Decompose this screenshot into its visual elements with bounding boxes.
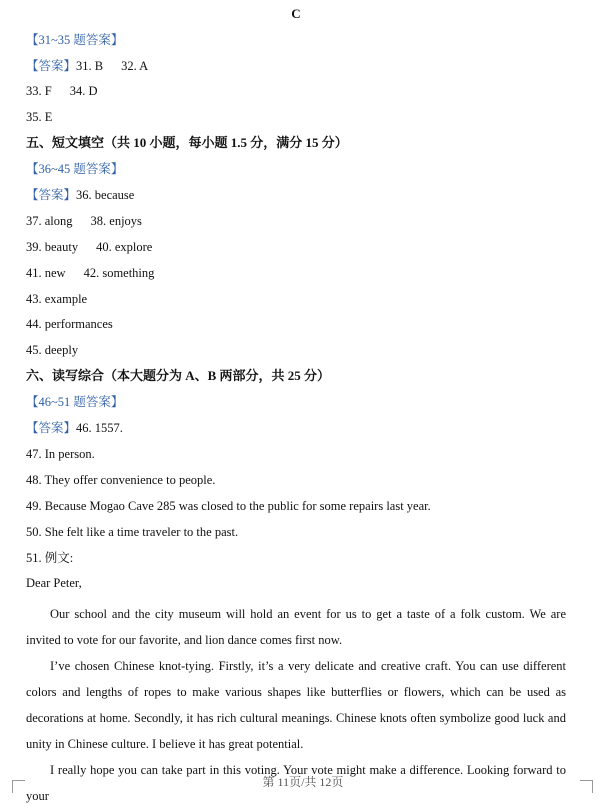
- answer-49: 49. Because Mogao Cave 285 was closed to the public for some repairs last year.: [26, 499, 431, 513]
- answer-line-36: [26, 187, 134, 203]
- answer-line-46: [26, 420, 123, 436]
- answer-48: 48. They offer convenience to people.: [26, 473, 216, 487]
- corner-mark-left: [12, 780, 25, 793]
- answer-tag: 【答案】: [26, 59, 77, 73]
- answer-34: 34. D: [69, 84, 98, 98]
- answer-46: 46. 1557.: [76, 421, 123, 435]
- answer-31: 31. B: [76, 59, 104, 73]
- page-number-footer: 第 11页/共 12页: [262, 775, 344, 789]
- essay-paragraph-1: Our school and the city museum will hold an event for us to get a taste of a folk custom. We are invited to vote for our favorite, and lion dance comes first now.: [26, 607, 566, 647]
- answer-line-33-34: [26, 83, 97, 99]
- answer-36: 36. because: [76, 188, 135, 202]
- answer-line-41-42: [26, 265, 154, 281]
- answer-37: 37. along: [26, 214, 73, 228]
- answer-33: 33. F: [26, 84, 52, 98]
- answer-41: 41. new: [26, 266, 66, 280]
- section-heading-6: 六、读写综合（本大题分为 A、B 两部分，共 25 分）: [26, 368, 331, 383]
- essay-paragraph-3: I really hope you can take part in this voting. Your vote might make a difference. Looking forward to your: [26, 763, 566, 803]
- corner-mark-right: [580, 780, 593, 793]
- answer-38: 38. enjoys: [90, 214, 142, 228]
- answer-line-31-32: [26, 58, 148, 74]
- answer-tag: 【答案】: [26, 188, 77, 202]
- answer-range-46-51: 【46~51 题答案】: [26, 395, 124, 409]
- answer-40: 40. explore: [96, 240, 153, 254]
- answer-45: 45. deeply: [26, 343, 79, 357]
- answer-43: 43. example: [26, 292, 88, 306]
- answer-line-39-40: [26, 239, 152, 255]
- essay-paragraph-2: I’ve chosen Chinese knot-tying. Firstly, it’s a very delicate and creative craft. You can use different colors and lengths of ropes to make various shapes like butterflies or flowers, which can be used as decorations at home. Secondly, it has rich cultural meanings. Chinese knots often symbolize good luck and unity in Chinese culture. I believe it has great potential.: [26, 659, 566, 751]
- answer-47: 47. In person.: [26, 447, 95, 461]
- answer-50: 50. She felt like a time traveler to the past.: [26, 525, 239, 539]
- answer-51-label: 51. 例文:: [26, 551, 74, 565]
- answer-32: 32. A: [121, 59, 149, 73]
- answer-tag: 【答案】: [26, 421, 77, 435]
- section-header-letter: C: [291, 6, 301, 21]
- answer-range-36-45: 【36~45 题答案】: [26, 162, 124, 176]
- section-heading-5: 五、短文填空（共 10 小题，每小题 1.5 分，满分 15 分）: [26, 135, 348, 150]
- answer-39: 39. beauty: [26, 240, 79, 254]
- answer-line-37-38: [26, 213, 142, 229]
- letter-salutation: Dear Peter,: [26, 576, 82, 590]
- answer-range-31-35: 【31~35 题答案】: [26, 33, 124, 47]
- answer-35: 35. E: [26, 110, 53, 124]
- answer-44: 44. performances: [26, 317, 113, 331]
- answer-42: 42. something: [83, 266, 155, 280]
